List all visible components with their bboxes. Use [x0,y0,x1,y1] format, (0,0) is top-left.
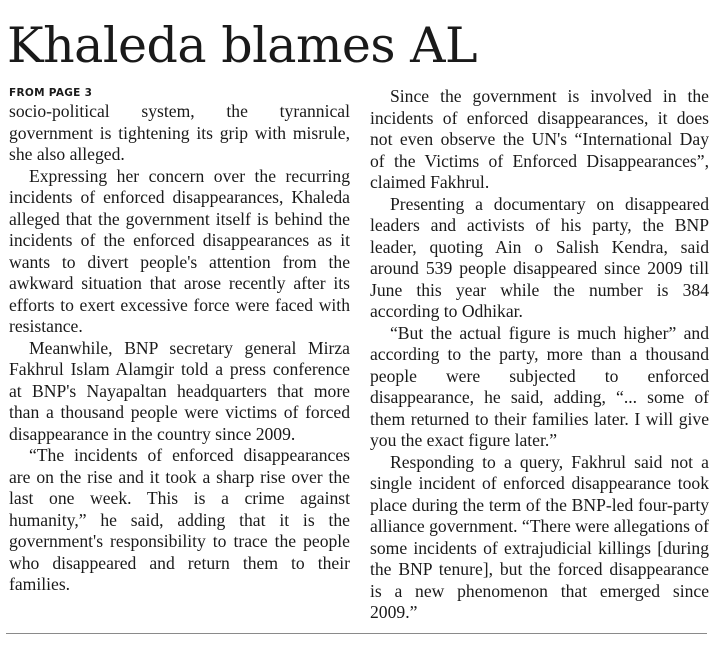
bottom-divider [6,633,707,634]
paragraph: “But the actual figure is much higher” and according to the party, more than a thousand people were subjected to enforced disappearance, he said, adding, “... some of them returned to their families later. I will give you the exact figure later.” [370,322,709,450]
article-column-right [370,86,709,624]
paragraph: socio-political system, the tyrannical government is tightening its grip with misrule, she also alleged. [9,101,350,164]
headline: Khaleda blames AL [7,17,478,74]
paragraph: Responding to a query, Fakhrul said not a single incident of enforced disappearance took place during the term of the BNP-led four-party alliance government. “There were allegations of some incidents of extrajudicial killings [during the BNP tenure], but the forced disappearance is a new phenomenon that emerged since 2009.” [370,451,710,622]
paragraph: Presenting a documentary on disappeared leaders and activists of his party, the BNP leader, quoting Ain o Salish Kendra, said around 539 people disappeared since 2009 till June this year while the number is 384 according to Odhikar. [370,193,709,321]
continued-from-label: FROM PAGE 3 [9,87,93,99]
paragraph: Since the government is involved in the incidents of enforced disappearances, it does not even observe the UN's “International Day of the Victims of Enforced Disappearances”, claimed Fakhrul. [370,86,709,192]
paragraph: Meanwhile, BNP secretary general Mirza Fakhrul Islam Alamgir told a press conference at BNP's Nayapaltan headquarters that more than a thousand people were victims of forced disappearance in the country since 2009. [9,337,350,444]
paragraph: Expressing her concern over the recurring incidents of enforced disappearances, Khaleda alleged that the government itself is behind the incidents of the enforced disappearances as it wants to divert people's attention from the awkward situation that arose recently after its efforts to exert excessive force were faced with resistance. [9,165,350,336]
article-column-left [9,101,350,596]
paragraph: “The incidents of enforced disappearances are on the rise and it took a sharp rise over the last one week. This is a crime against humanity,” he said, adding that it is the government's responsibility to trace the people who disappeared and return them to their families. [9,445,350,594]
